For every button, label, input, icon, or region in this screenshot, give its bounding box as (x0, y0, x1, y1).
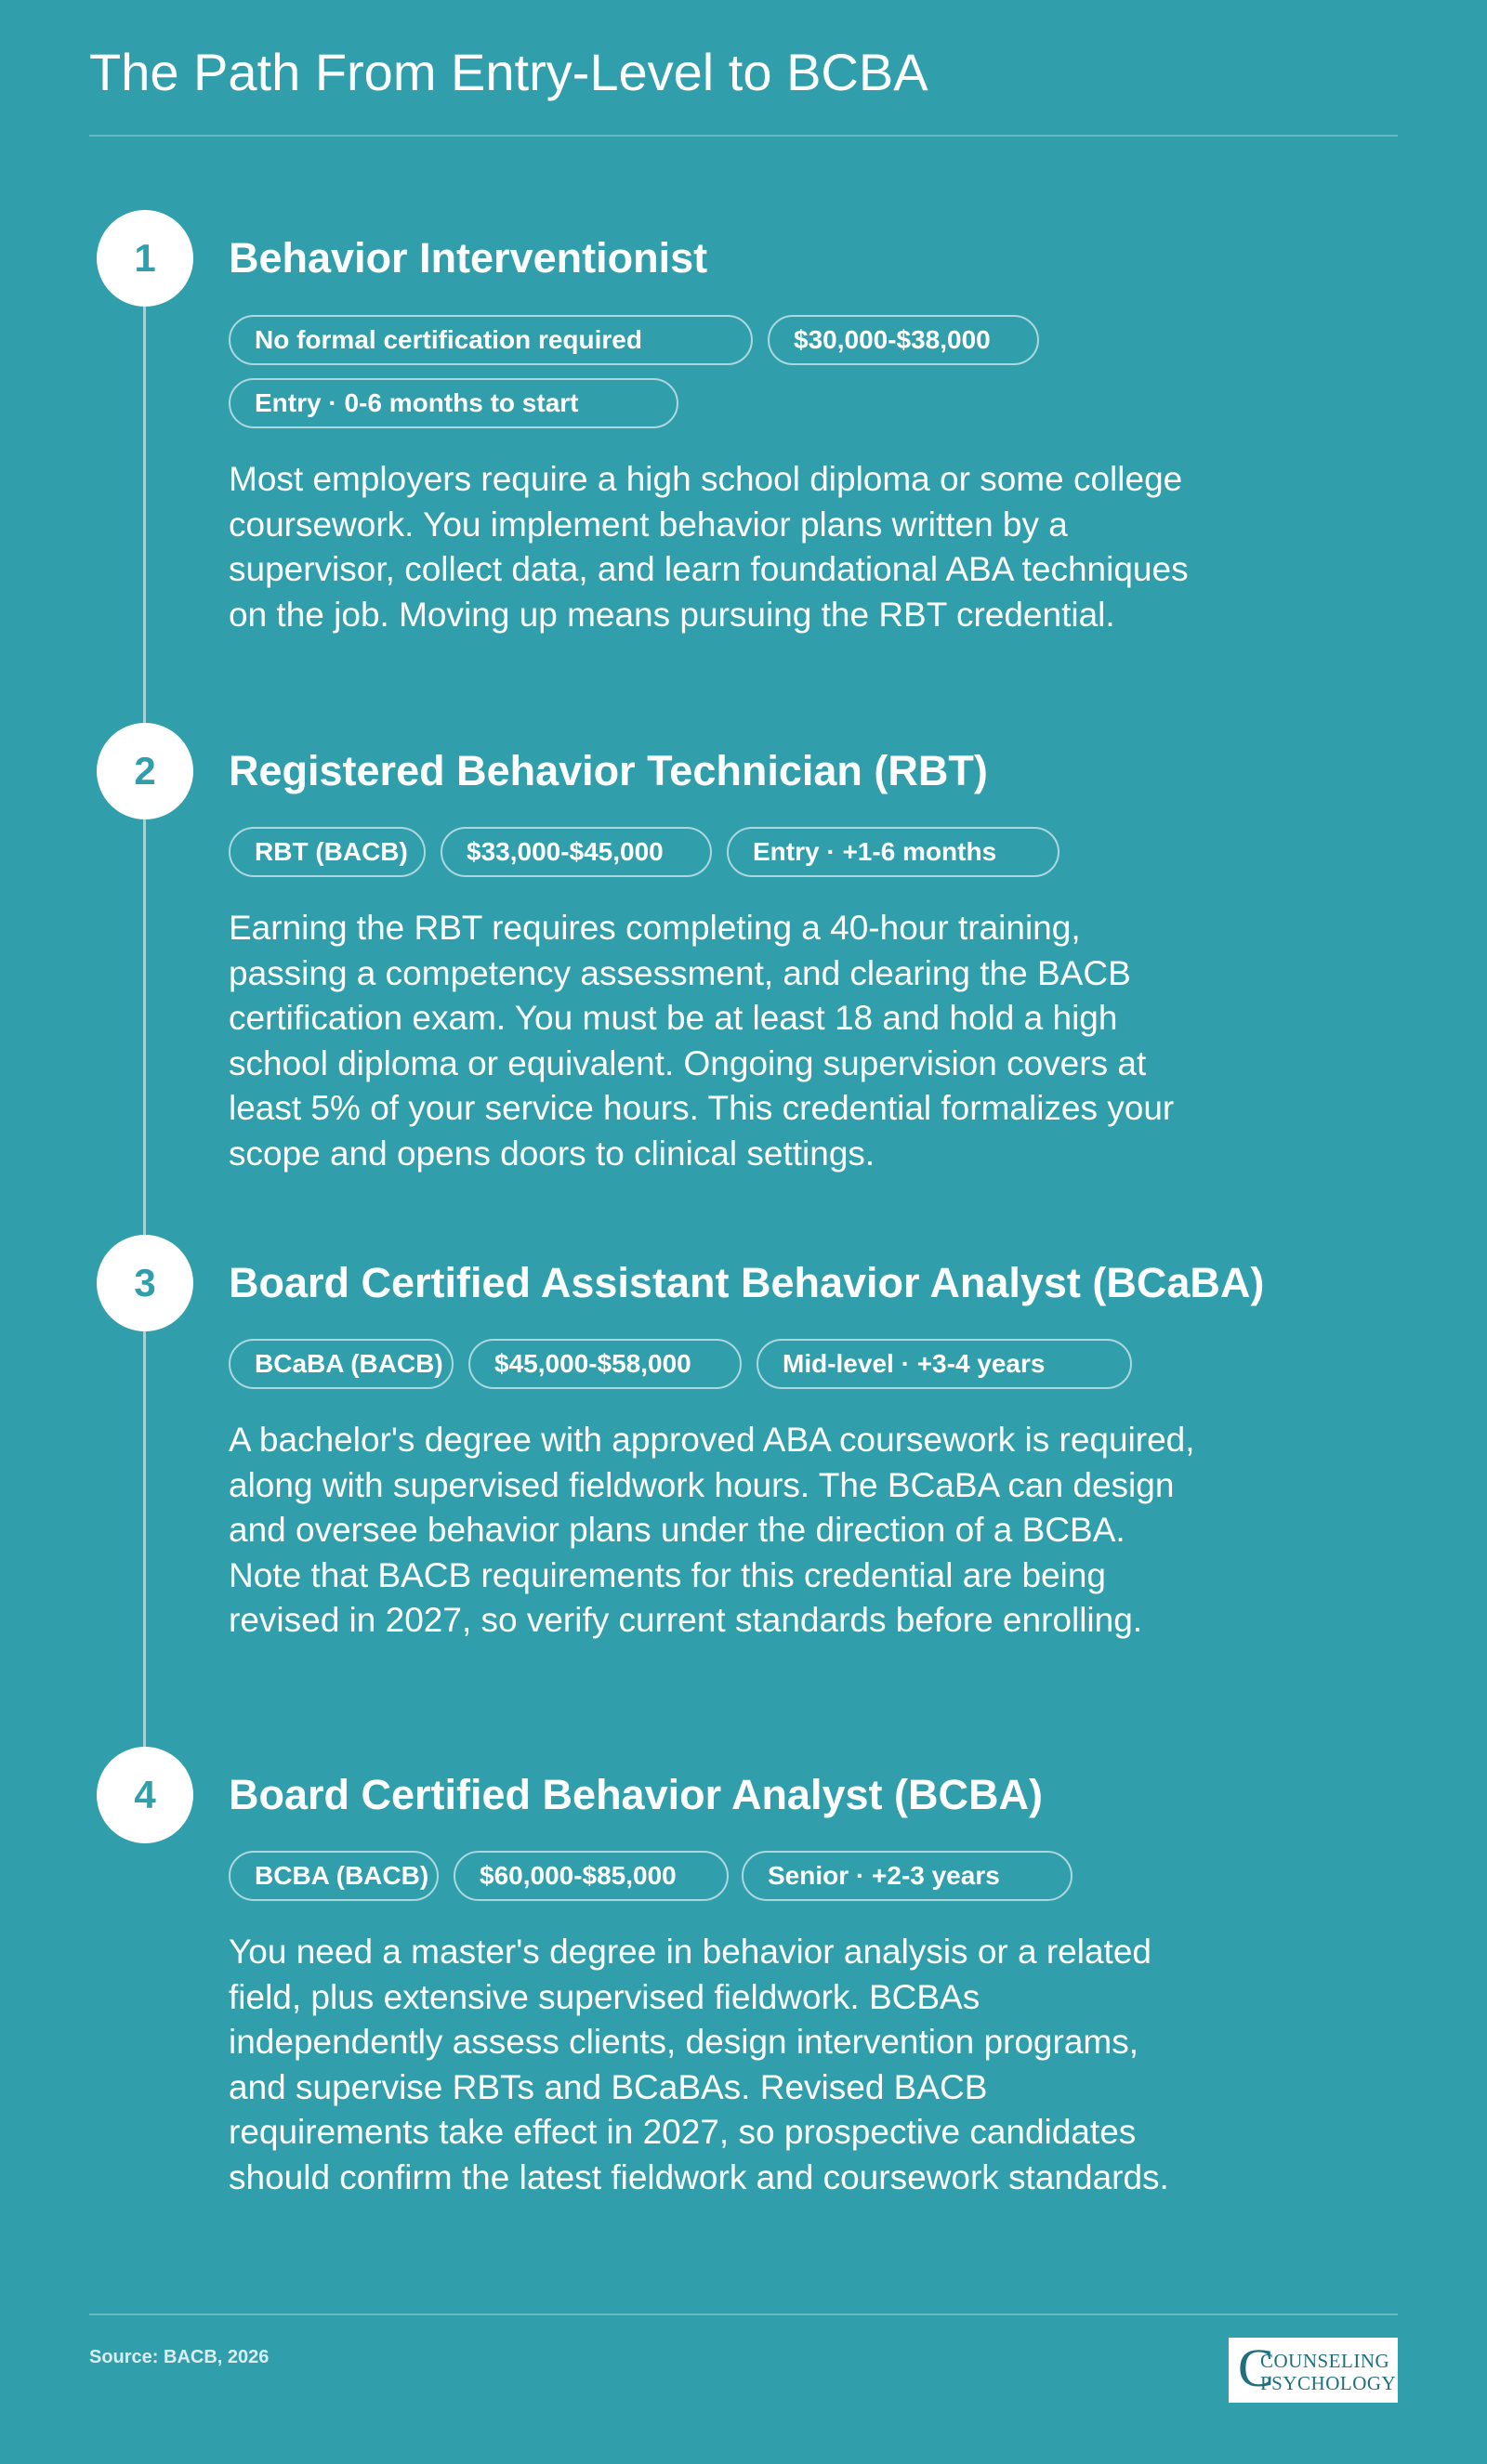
step-description: A bachelor's degree with approved ABA coursework is required, along with supervised fieldwork hours. The BCaBA can design and oversee behavior plans under the direction of a BCBA. Note that BACB requirements for this credential are being revised in 2027, so verify current standards before enrolling. (229, 1421, 1195, 1639)
step-number-circle: 1 (97, 210, 193, 307)
certification-badge: No formal certification required (229, 315, 753, 365)
salary-badge: $30,000-$38,000 (768, 315, 1039, 365)
footer-divider (89, 2313, 1398, 2315)
timeline-line (143, 307, 146, 1802)
step-description: Most employers require a high school diploma or some college coursework. You implement behavior plans written by a supervisor, collect data, and learn foundational ABA techniques on the job. Moving up means pursuing the RBT credential. (229, 460, 1189, 634)
logo-c-mark-icon: C (1238, 2338, 1274, 2398)
step-description: You need a master's degree in behavior analysis or a related field, plus extensive supervised fieldwork. BCBAs independently assess clients, design intervention programs, and supervise RBTs and BCaBAs. Revised BACB requirements take effect in 2027, so prospective candidates should confirm the latest fieldwork and coursework standards. (229, 1933, 1169, 2196)
level-badge: Senior · +2-3 years (742, 1851, 1072, 1901)
header-divider (89, 135, 1398, 137)
step-number-circle: 2 (97, 723, 193, 819)
step-title: Board Certified Behavior Analyst (BCBA) (229, 1771, 1043, 1818)
certification-badge: RBT (BACB) (229, 827, 426, 877)
logo-text-line1: COUNSELING (1260, 2350, 1390, 2372)
step-description: Earning the RBT requires completing a 40-hour training, passing a competency assessment, and clearing the BACB certification exam. You must be at least 18 and hold a high school diploma or equivalent. Ongoing supervision covers at least 5% of your service hours. This credential formalizes your scope and opens doors to clinical settings. (229, 909, 1175, 1173)
salary-badge: $45,000-$58,000 (468, 1339, 742, 1389)
salary-badge: $60,000-$85,000 (454, 1851, 729, 1901)
step-title: Board Certified Assistant Behavior Analyst (BCaBA) (229, 1259, 1265, 1306)
salary-badge: $33,000-$45,000 (441, 827, 712, 877)
page-title: The Path From Entry-Level to BCBA (89, 43, 928, 101)
step-number-circle: 3 (97, 1235, 193, 1331)
certification-badge: BCaBA (BACB) (229, 1339, 454, 1389)
logo-text-line2: PSYCHOLOGY (1260, 2372, 1397, 2394)
certification-badge: BCBA (BACB) (229, 1851, 439, 1901)
step-number-circle: 4 (97, 1747, 193, 1843)
step-title: Behavior Interventionist (229, 234, 708, 282)
source-note: Source: BACB, 2026 (89, 2347, 270, 2367)
level-badge: Entry · +1-6 months (727, 827, 1059, 877)
step-title: Registered Behavior Technician (RBT) (229, 747, 988, 794)
counseling-psychology-logo (1229, 2338, 1398, 2403)
level-badge: Entry · 0-6 months to start (229, 378, 678, 428)
level-badge: Mid-level · +3-4 years (757, 1339, 1132, 1389)
